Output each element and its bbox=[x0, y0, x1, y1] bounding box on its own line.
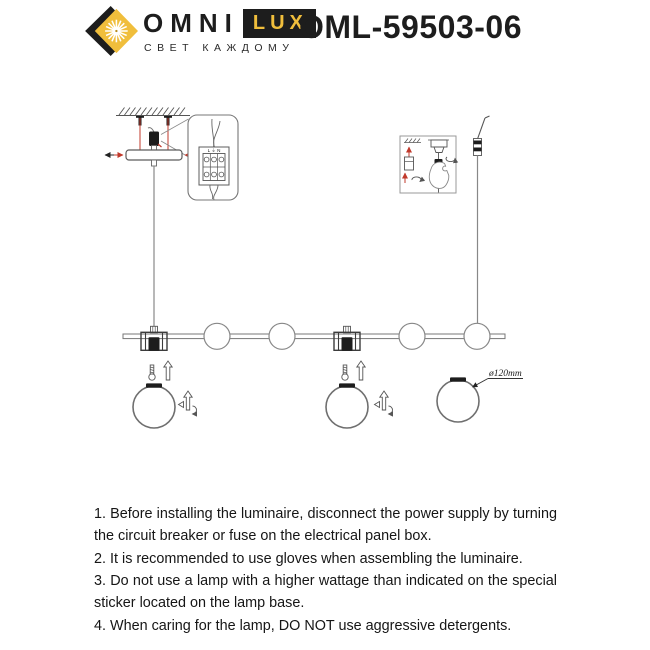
instruction-item-3: 3. Do not use a lamp with a higher wattage than indicated on the special sticker located on the lamp base. bbox=[94, 572, 557, 612]
instruction-item-2: 2. It is recommended to use gloves when assembling the luminaire. bbox=[94, 550, 523, 567]
terminal-labels: L ⏚ N bbox=[207, 148, 221, 153]
insert-up-arrow-icon bbox=[357, 361, 365, 380]
bar-globe-4 bbox=[464, 323, 490, 349]
globe-diameter-spec bbox=[437, 369, 523, 422]
suspension-right-assembly bbox=[474, 116, 490, 324]
lamp-mounting-right bbox=[326, 361, 393, 428]
cable-gripper-icon bbox=[474, 139, 482, 156]
diameter-leader-arrow bbox=[473, 379, 489, 388]
glass-globe-spec bbox=[437, 377, 479, 422]
glass-globe-left bbox=[133, 383, 175, 428]
screw-icon bbox=[342, 365, 348, 380]
wiring-callout bbox=[188, 115, 238, 200]
glass-globe-right bbox=[326, 383, 368, 428]
canopy-stem-bottom bbox=[152, 160, 157, 166]
ceiling-hatch bbox=[119, 108, 185, 116]
instruction-item-4: 4. When caring for the lamp, DO NOT use aggressive detergents. bbox=[94, 617, 512, 634]
instruction-item-1: 1. Before installing the luminaire, disconnect the power supply by turning the circuit breaker or fuse on the electrical panel box. bbox=[94, 506, 557, 545]
hook-wire bbox=[478, 118, 486, 139]
move-directions-icon bbox=[179, 391, 197, 414]
terminal-block-icon bbox=[203, 154, 225, 181]
callout-line-top bbox=[161, 119, 189, 135]
canopy bbox=[126, 150, 182, 160]
instructions-block bbox=[94, 503, 557, 637]
fixture-bar bbox=[123, 334, 505, 339]
bar-globe-2 bbox=[269, 323, 295, 349]
bar-globe-3 bbox=[399, 323, 425, 349]
lamp-mounting-left bbox=[133, 361, 197, 428]
insert-up-arrow-icon bbox=[164, 361, 172, 380]
model-number: OML-59503-06 bbox=[299, 9, 522, 45]
installation-diagram bbox=[0, 70, 650, 500]
brand-omni-text: OMNI bbox=[143, 8, 239, 38]
brand-tagline: СВЕТ КАЖДОМУ bbox=[144, 42, 295, 54]
header bbox=[0, 0, 650, 70]
brand-lux-text: LUX bbox=[252, 11, 308, 34]
brand-wordmark bbox=[143, 8, 316, 38]
hook-tip bbox=[485, 116, 490, 118]
move-directions-icon bbox=[375, 391, 393, 414]
diameter-label: ø120mm bbox=[489, 369, 522, 379]
screw-icon bbox=[149, 365, 155, 380]
omnilux-logo-icon bbox=[84, 5, 138, 57]
terminal-connector-icon bbox=[148, 128, 162, 147]
fixture-bar-assembly bbox=[123, 323, 505, 351]
bar-globe-1 bbox=[204, 323, 230, 349]
cable-grip-detail-box bbox=[400, 136, 456, 193]
hand-icon bbox=[429, 162, 449, 188]
